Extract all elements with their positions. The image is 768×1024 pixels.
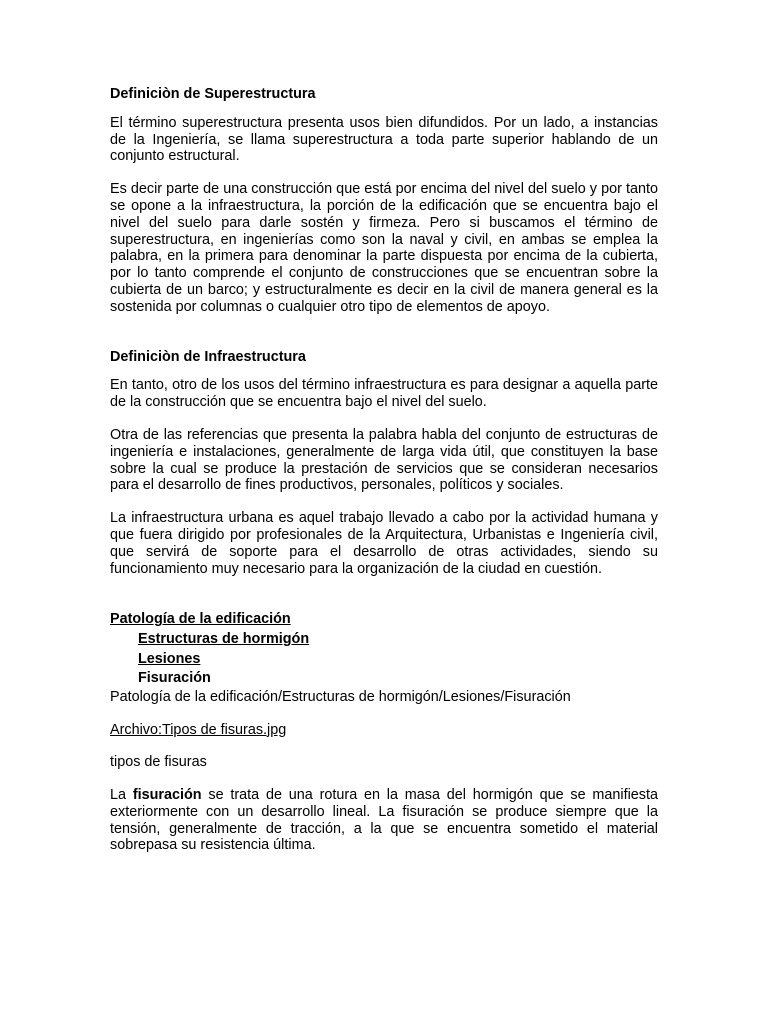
breadcrumb: Patología de la edificación/Estructuras de hormigón/Lesiones/Fisuración xyxy=(110,688,571,705)
term-fisuracion: fisuración xyxy=(132,787,202,804)
text-lead: La xyxy=(110,787,133,804)
image-caption: tipos de fisuras xyxy=(110,754,207,771)
paragraph: El término superestructura presenta usos bien difundidos. Por un lado, a instancias de la Ingeniería, se llama superestructura a toda parte superior hablando de un conjunto estructural. xyxy=(110,114,658,165)
heading-superestructura: Definiciòn de Superestructura xyxy=(110,86,316,102)
paragraph: En tanto, otro de los usos del término infraestructura es para designar a aquella parte de la construcción que se encuentra bajo el nivel del suelo. xyxy=(110,377,658,411)
document-page xyxy=(110,86,658,870)
path-link-estructuras[interactable]: Estructuras de hormigón xyxy=(138,630,310,647)
paragraph: Otra de las referencias que presenta la palabra habla del conjunto de estructuras de ingeniería e instalaciones, generalmente de larga vida útil, que constituyen la base sobre la cual se produce la prestación de servicios que se consideran necesarios para el desarrollo de fines productivos, personales, políticos y sociales. xyxy=(110,426,658,494)
text-rest: se trata de una rotura en la masa del hormigón que se manifiesta exteriormente con un desarrollo lineal. La fisuración se produce siempre que la tensión, generalmente de tracción, a la que se encuentra sometido el material sobrepasa su resistencia última. xyxy=(110,787,658,854)
heading-infraestructura: Definiciòn de Infraestructura xyxy=(110,348,306,365)
paragraph: Es decir parte de una construcción que está por encima del nivel del suelo y por tanto se opone a la infraestructura, la porción de la edificación que se encuentra bajo el nivel del suelo para darle sostén y firmeza. Pero si buscamos el término de superestructura, en ingenierías como son la naval y civil, en ambas se emplea la palabra, en la primera para denominar la parte dispuesta por encima de la cubierta, por lo tanto comprende el conjunto de construcciones que se encuentran sobre la cubierta de un barco; y estructuralmente es decir en la civil de manera general es la sostenida por columnas o cualquier otro tipo de elementos de apoyo. xyxy=(110,181,658,315)
path-link-lesiones[interactable]: Lesiones xyxy=(138,650,201,667)
category-path xyxy=(110,610,658,688)
paragraph-fisuracion xyxy=(110,787,658,854)
path-link-patologia[interactable]: Patología de la edificación xyxy=(110,611,291,628)
file-link[interactable]: Archivo:Tipos de fisuras.jpg xyxy=(110,721,287,738)
path-current-fisuracion: Fisuración xyxy=(138,670,211,687)
paragraph: La infraestructura urbana es aquel trabajo llevado a cabo por la actividad humana y que fuera dirigido por profesionales de la Arquitectura, Urbanistas e Ingeniería civil, que servirá de soporte para el desarrollo de otras actividades, siendo su funcionamiento muy necesario para la organización de la ciudad en cuestión. xyxy=(110,510,658,577)
